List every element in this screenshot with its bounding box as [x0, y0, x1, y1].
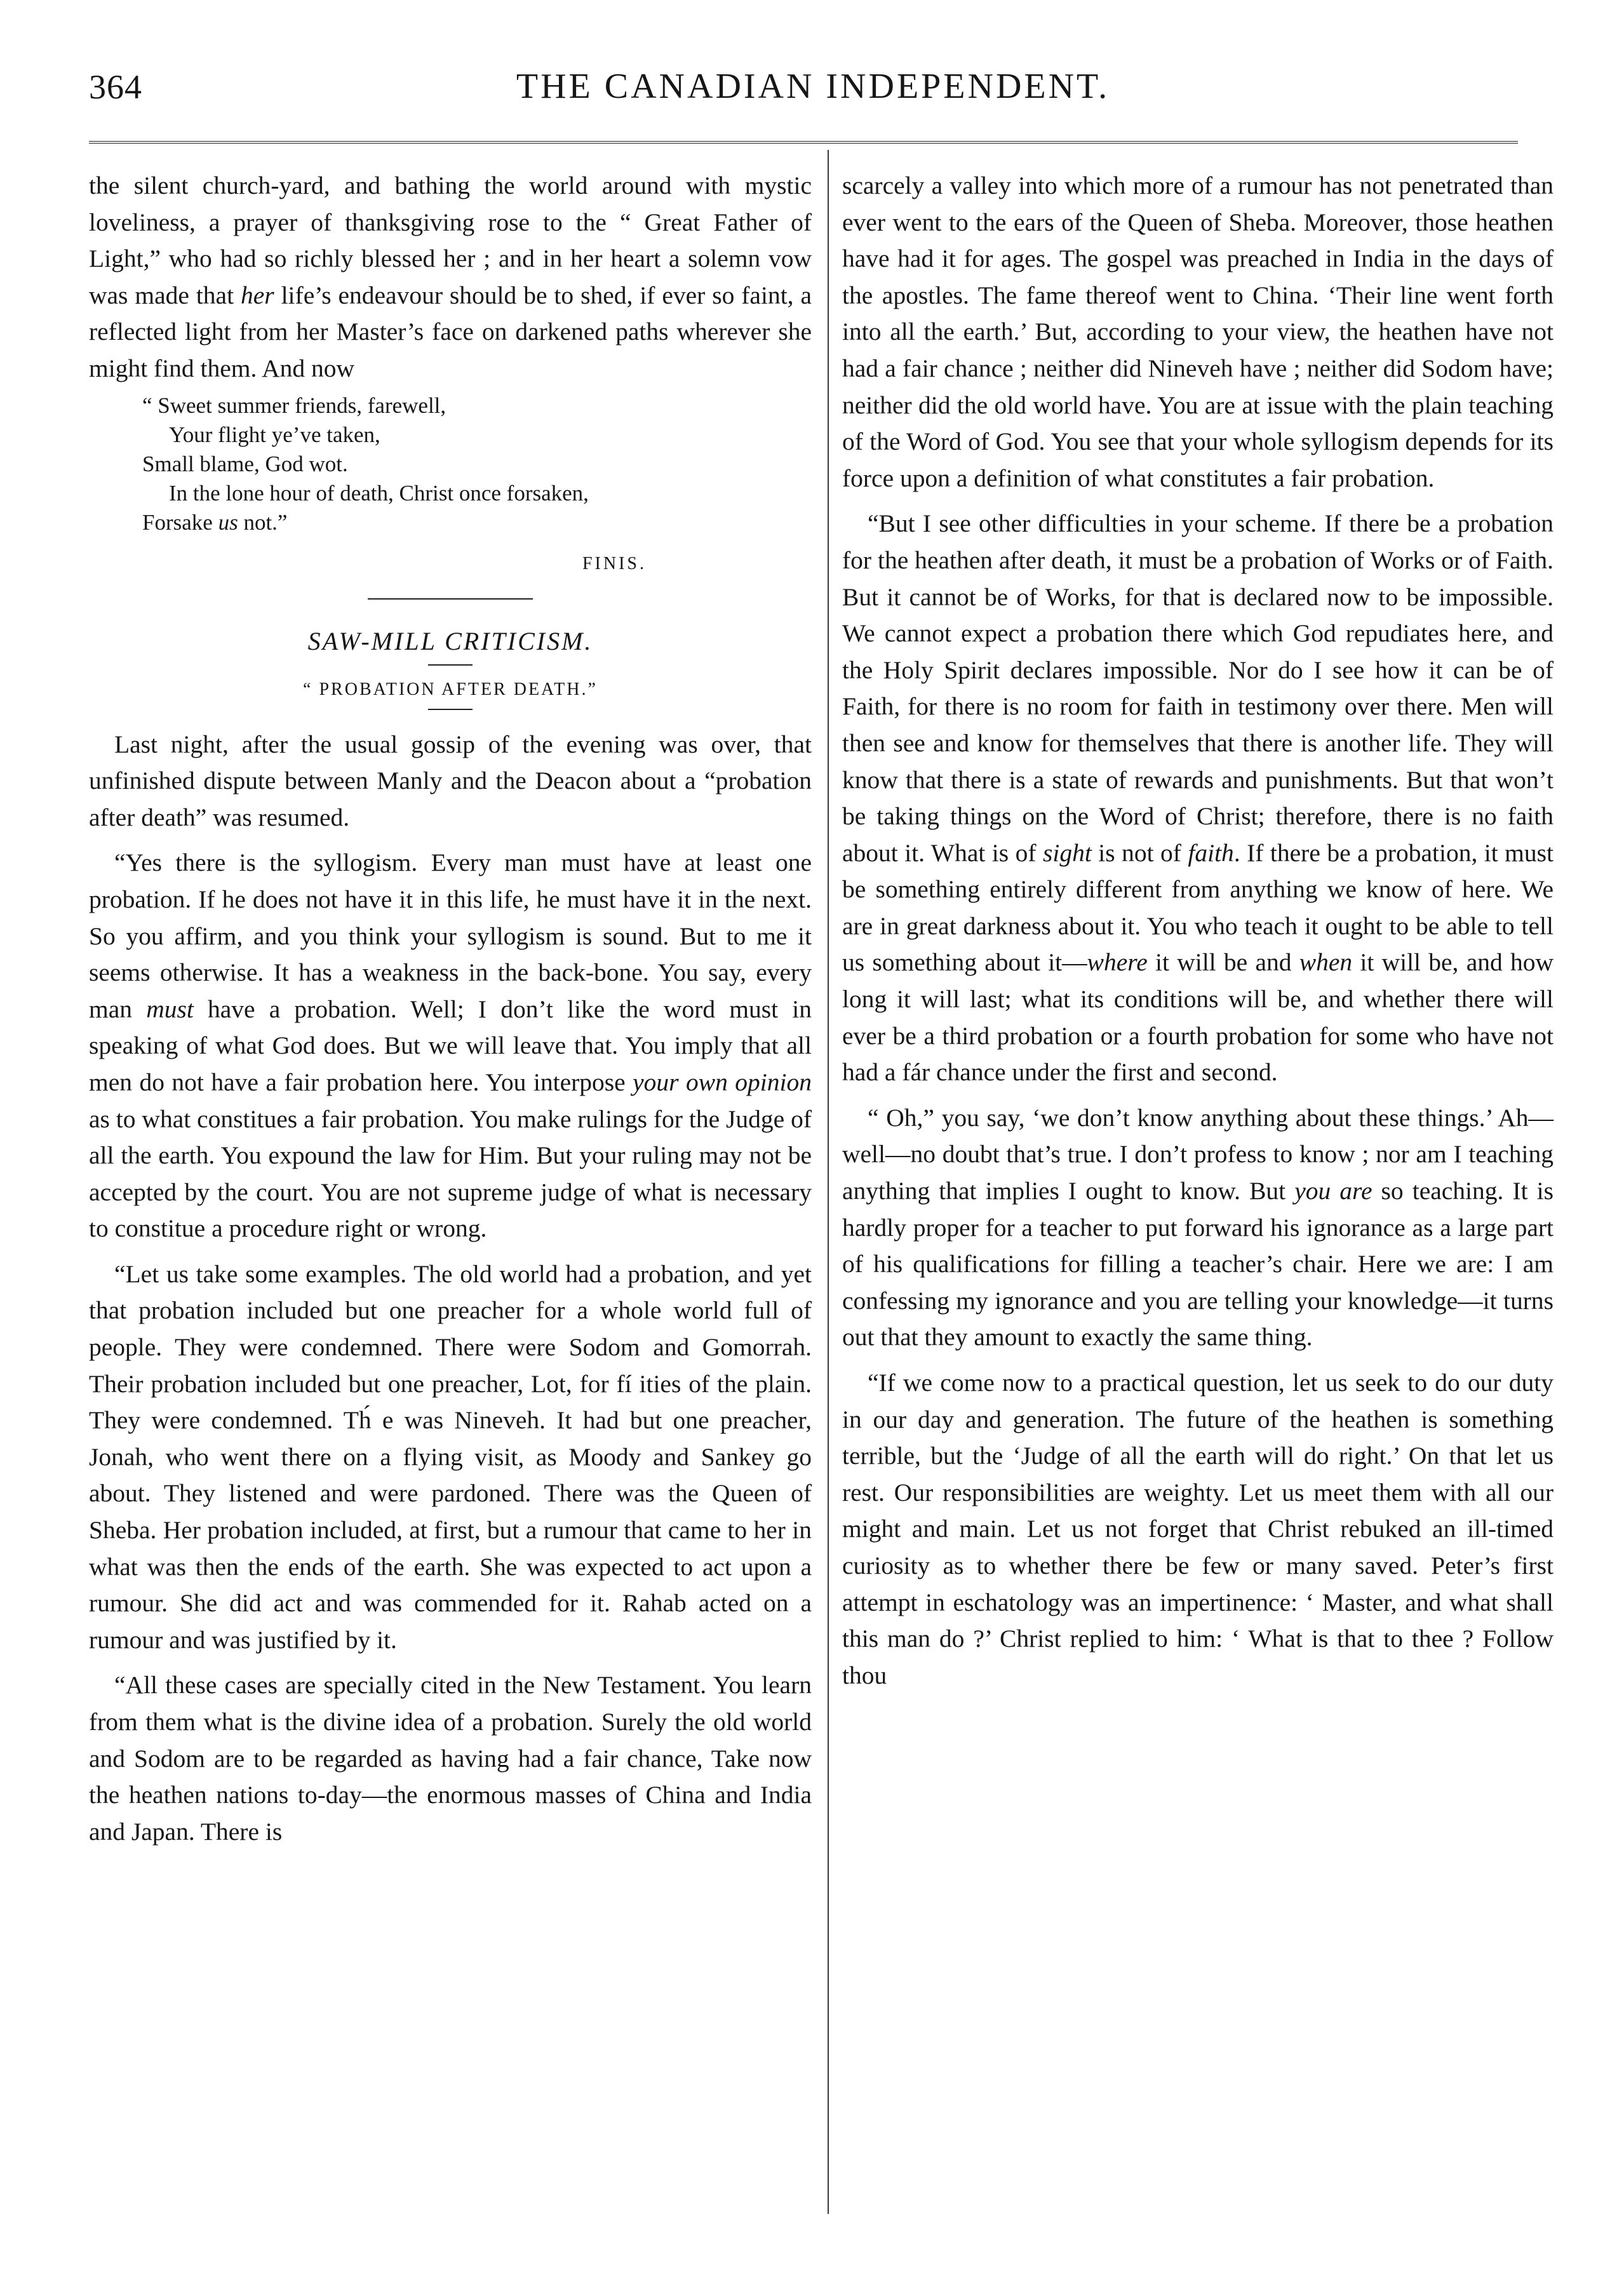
- page-number: 364: [89, 68, 142, 106]
- article-title: SAW-MILL CRITICISM.: [307, 626, 593, 655]
- article-subtitle: “ PROBATION AFTER DEATH.”: [303, 679, 598, 699]
- section-rule: [368, 598, 533, 600]
- article-paragraph: “If we come now to a practical question, let us seek to do our duty in our day and generation. The future of the heathen is something terrible, but the ‘Judge of all the earth will do right.’ On that let us rest. Our responsibilities are weighty. Let us meet them with all our might and main. Let us not forget that Christ rebuked an ill-timed curiosity as to whether there be few or many saved. Peter’s first attempt in eschatology was an impertinence: ‘ Master, and what shall this man do ?’ Christ replied to him: ‘ What is that to thee ? Follow thou: [842, 1369, 1554, 1689]
- left-column: [89, 168, 812, 1850]
- header-rule: [89, 141, 1518, 146]
- verse-line: Your flight ye’ve taken,: [169, 422, 380, 447]
- verse: [142, 391, 812, 537]
- column-divider: [828, 150, 829, 2214]
- subtitle-rule: [428, 709, 473, 710]
- article-paragraph: scarcely a valley into which more of a rumour has not penetrated than ever went to the ears of the Queen of Sheba. Moreover, those heathen have had it for ages. The gospel was preached in India in the days of the apostles. The fame thereof went to China. ‘Their line went forth into all the earth.’ But, according to your view, the heathen have not had a fair chance ; neither did Nineveh have ; neither did Sodom have; neither did the old world have. You are at issue with the plain teaching of the Word of God. You see that your whole syllogism depends for its force upon a definition of what constitutes a fair probation.: [842, 171, 1554, 492]
- verse-line: Forsake us not.”: [142, 509, 288, 535]
- verse-line: Small blame, God wot.: [142, 451, 348, 476]
- article-paragraph: “ Oh,” you say, ‘we don’t know anything about these things.’ Ah—well—no doubt that’s true. I don’t profess to know ; nor am I teaching anything that implies I ought to know. But you are so teaching. It is hardly proper for a teacher to put forward his ignorance as a large part of his qualifications for filling a teacher’s chair. Here we are: I am confessing my ignorance and you are telling your knowledge—it turns out that they amount to exactly the same thing.: [842, 1103, 1554, 1351]
- running-head: [89, 62, 1537, 119]
- title-rule: [428, 664, 473, 666]
- story-conclusion-paragraph: the silent church-yard, and bathing the world around with mystic loveliness, a prayer of thanksgiving rose to the “ Great Father of Light,” who had so richly blessed her ; and in her heart a solemn vow was made that her life’s endeavour should be to shed, if ever so faint, a reflected light from her Master’s face on darkened paths wherever she might find them. And now: [89, 171, 812, 382]
- right-column: [842, 168, 1554, 1694]
- finis-mark: FINIS.: [582, 553, 647, 573]
- verse-line: In the lone hour of death, Christ once forsaken,: [169, 480, 589, 506]
- article-paragraph: “All these cases are specially cited in the New Testament. You learn from them what is the divine idea of a probation. Surely the old world and Sodom are to be regarded as having had a fair chance, Take now the heathen nations to-day—the enormous masses of China and India and Japan. There is: [89, 1671, 812, 1846]
- journal-title: THE CANADIAN INDEPENDENT.: [516, 67, 1110, 106]
- article-paragraph: “Let us take some examples. The old world had a probation, and yet that probation included but one preacher for a whole world full of people. They were condemned. There were Sodom and Gomorrah. Their probation included but one preacher, Lot, for fí ities of the plain. They were condemned. Th́ e was Nineveh. It had but one preacher, Jonah, who went there on a flying visit, as Moody and Sankey go about. They listened and were pardoned. There was the Queen of Sheba. Her probation included, at first, but a rumour that came to her in what was then the ends of the earth. She was expected to act upon a rumour. She did act and was commended for it. Rahab acted on a rumour and was justified by it.: [89, 1259, 812, 1654]
- article-paragraph: “But I see other difficulties in your scheme. If there be a probation for the heathen after death, it must be a probation of Works or of Faith. But it cannot be of Works, for that is declared now to be impossible. We cannot expect a probation there which God repudiates here, and the Holy Spirit declares impossible. Nor do I see how it can be of Faith, for there is no room for faith in testimony over there. Men will then see and know for themselves that there is another life. They will know that there is a state of rewards and punishments. But that won’t be taking things on the Word of Christ; therefore, there is no faith about it. What is of sight is not of faith. If there be a probation, it must be something entirely different from anything we know of here. We are in great darkness about it. You who teach it ought to be able to tell us something about it—where it will be and when it will be, and how long it will last; what its conditions will be, and whether there will ever be a third probation or a fourth probation for some who have not had a fár chance under the first and second.: [842, 509, 1554, 1087]
- article-paragraph: “Yes there is the syllogism. Every man must have at least one probation. If he does not have it in this life, he must have it in the next. So you affirm, and you think your syllogism is sound. But to me it seems otherwise. It has a weakness in the back-bone. You say, every man must have a probation. Well; I don’t like the word must in speaking of what God does. But we will leave that. You imply that all men do not have a fair probation here. You interpose your own opinion as to what constitues a fair probation. You make rulings for the Judge of all the earth. You expound the law for Him. But your ruling may not be accepted by the court. You are not supreme judge of what is necessary to constitue a procedure right or wrong.: [89, 848, 812, 1243]
- verse-line: “ Sweet summer friends, farewell,: [142, 392, 446, 418]
- article-paragraph: Last night, after the usual gossip of the evening was over, that unfinished dispute between Manly and the Deacon about a “probation after death” was resumed.: [89, 730, 812, 831]
